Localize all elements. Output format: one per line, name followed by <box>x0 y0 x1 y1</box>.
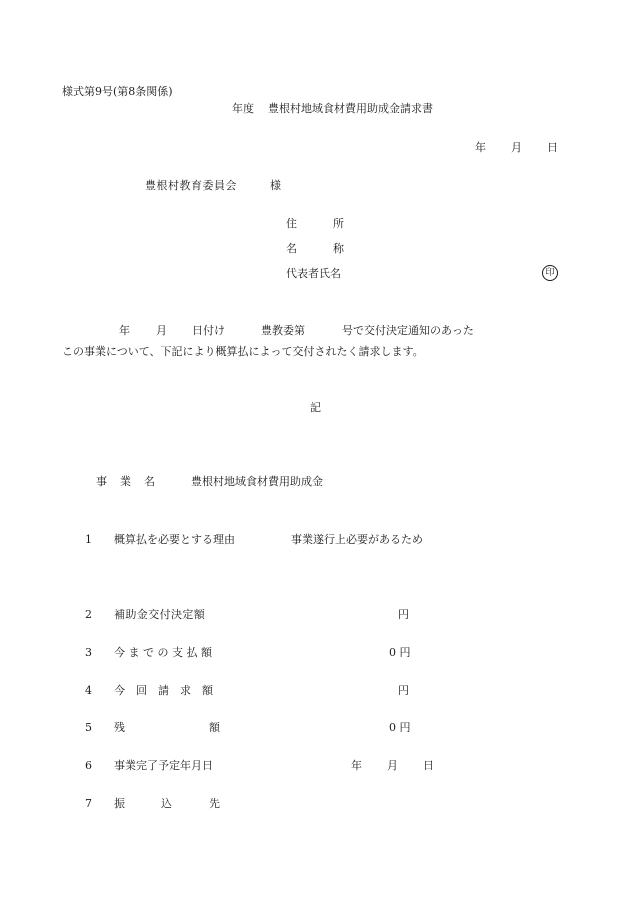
item-7-label-2: 込 <box>161 797 172 810</box>
item-1-label: 概算払を必要とする理由 <box>114 533 235 546</box>
document-title: 豊根村地域食材費用助成金請求書 <box>268 102 433 115</box>
project-label-2: 業 <box>120 475 131 488</box>
item-1-value: 事業遂行上必要があるため <box>291 533 423 546</box>
item-4-number: 4 <box>85 684 92 697</box>
item-1-number: 1 <box>85 533 92 546</box>
item-7-number: 7 <box>85 797 92 810</box>
date-month: 月 <box>511 141 522 154</box>
address-label-2: 所 <box>333 217 344 230</box>
item-7-label-1: 振 <box>114 797 125 810</box>
addressee-honorific: 様 <box>270 179 281 192</box>
body-day: 日付け <box>192 324 225 337</box>
item-6-month: 月 <box>387 759 398 772</box>
addressee-name: 豊根村教育委員会 <box>145 179 237 192</box>
item-5-number: 5 <box>85 721 92 734</box>
date-day: 日 <box>547 141 558 154</box>
body-doc-prefix: 豊教委第 <box>261 324 305 337</box>
item-6-year: 年 <box>351 759 362 772</box>
item-5-label-1: 残 <box>114 721 125 734</box>
project-label-1: 事 <box>96 475 107 488</box>
representative-label: 代表者氏名 <box>286 267 341 280</box>
item-6-number: 6 <box>85 759 92 772</box>
name-label-1: 名 <box>286 242 297 255</box>
form-number: 様式第9号(第8条関係) <box>62 85 173 98</box>
item-4-value: 円 <box>398 684 409 697</box>
title-year: 年度 <box>232 102 254 115</box>
body-line-2: この事業について、下記により概算払によって交付されたく請求します。 <box>62 345 424 358</box>
body-doc-suffix: 号で交付決定通知のあった <box>342 324 474 337</box>
date-year: 年 <box>475 141 486 154</box>
ki-heading: 記 <box>310 401 321 414</box>
name-label-2: 称 <box>333 242 344 255</box>
seal-mark: 印 <box>542 265 558 281</box>
item-2-number: 2 <box>85 608 92 621</box>
item-3-number: 3 <box>85 646 92 659</box>
project-name-value: 豊根村地域食材費用助成金 <box>191 475 323 488</box>
item-6-day: 日 <box>423 759 434 772</box>
item-2-value: 円 <box>398 608 409 621</box>
item-7-label-3: 先 <box>209 797 220 810</box>
body-year: 年 <box>119 324 130 337</box>
project-label-3: 名 <box>144 475 155 488</box>
address-label-1: 住 <box>286 217 297 230</box>
item-4-label: 今 回 請 求 額 <box>114 684 213 697</box>
item-3-value: 0 円 <box>389 646 411 659</box>
body-month: 月 <box>156 324 167 337</box>
item-2-label: 補助金交付決定額 <box>114 608 206 621</box>
item-5-label-2: 額 <box>209 721 220 734</box>
item-5-value: 0 円 <box>389 721 411 734</box>
item-3-label: 今 ま で の 支 払 額 <box>114 646 212 659</box>
item-6-label: 事業完了予定年月日 <box>114 759 213 772</box>
